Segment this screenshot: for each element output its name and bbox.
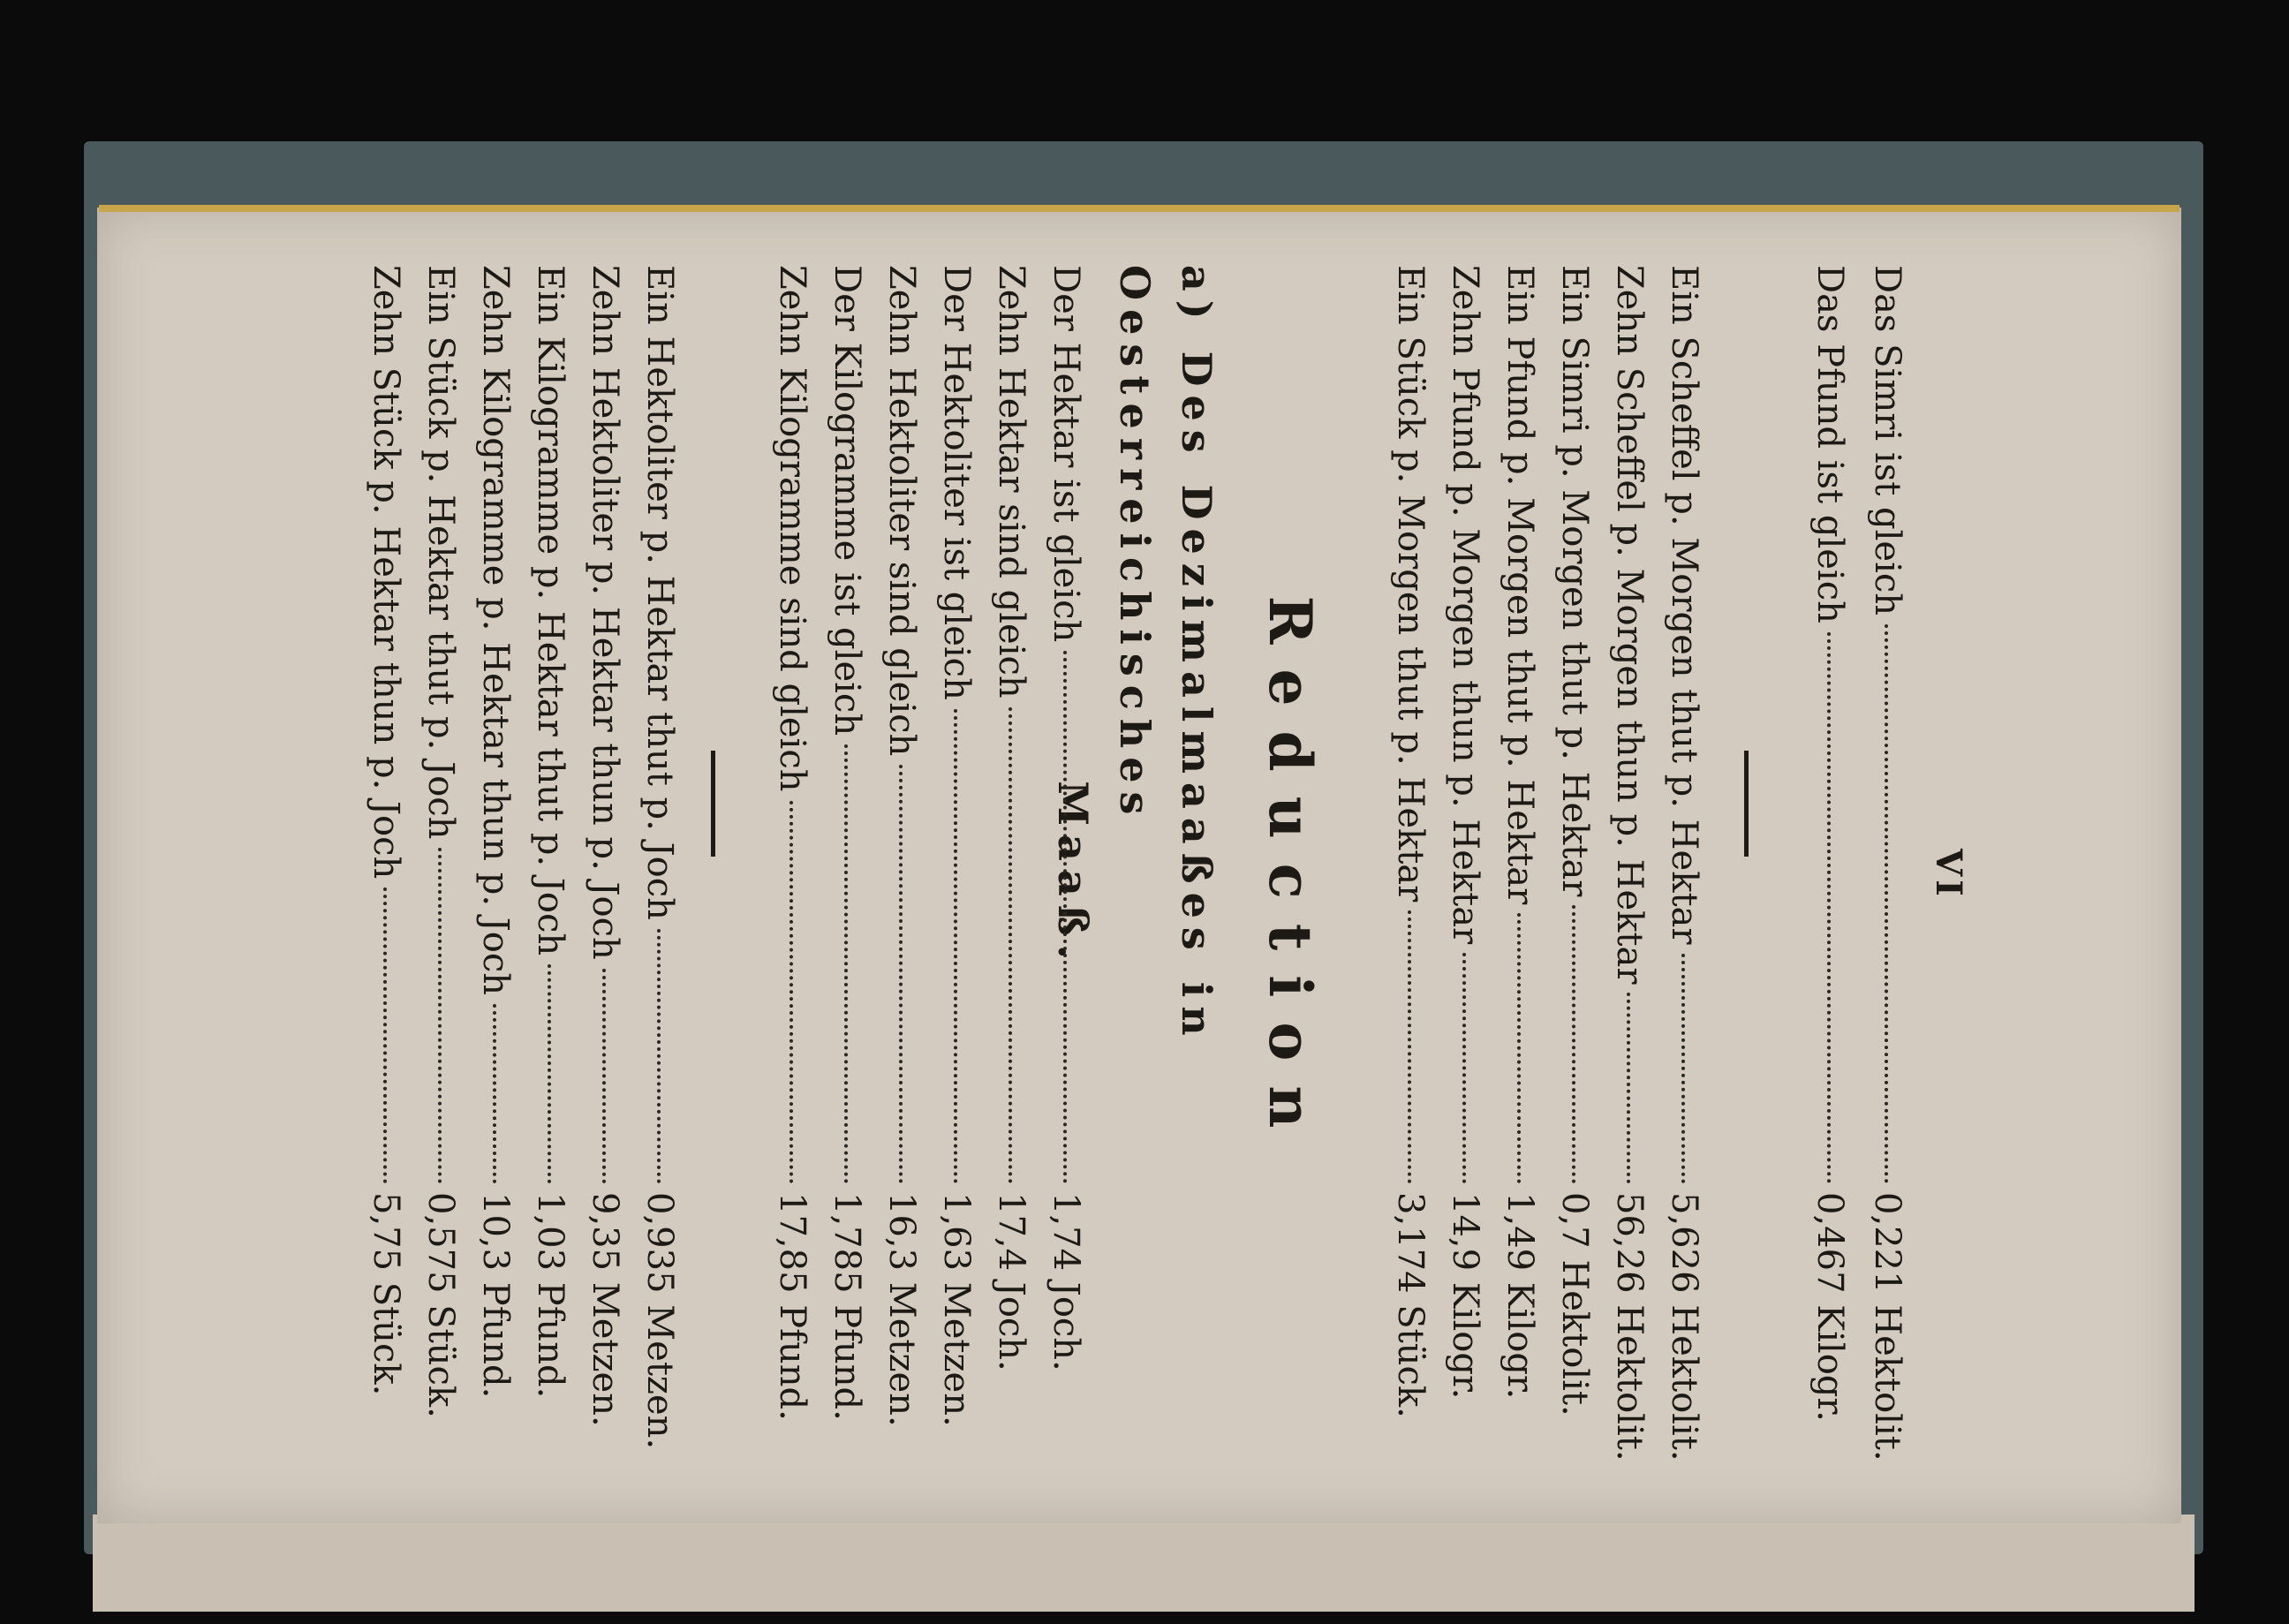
list-item: Zehn Pfund p. Morgen thun p. Hektar 14,9 Kilogr.	[1445, 265, 1485, 1400]
list-item: Ein Stück p. Hektar thut p. Joch 0,575 Stück.	[420, 265, 461, 1418]
section-subheading: a) Des Dezimalmaaßes in Oesterreichisches Maaß.	[1049, 265, 1220, 1045]
list-item: Ein Simri p. Morgen thut p. Hektar 0,7 Hektolit.	[1554, 265, 1595, 1416]
list-item: Der Kilogramme ist gleich 1,785 Pfund.	[827, 265, 867, 1421]
list-item: Ein Pfund p. Morgen thut p. Hektar 1,49 Kilogr.	[1500, 265, 1540, 1400]
list-item: Ein Stück p. Morgen thut p. Hektar 3,174 Stück.	[1390, 265, 1431, 1418]
list-item: Zehn Kilogramme sind gleich 17,85 Pfund.	[772, 265, 812, 1421]
list-item: Zehn Stück p. Hektar thun p. Joch 5,75 Stück.	[366, 265, 406, 1396]
gilt-edge	[99, 205, 2179, 212]
divider	[1744, 751, 1749, 857]
list-item: Das Pfund ist gleich 0,467 Kilogr.	[1809, 265, 1850, 1422]
list-item: Der Hektar ist gleich 1,74 Joch.	[1046, 265, 1086, 1371]
list-item: Ein Kilogramme p. Hektar thut p. Joch 1,03 Pfund.	[530, 265, 570, 1399]
list-item: Zehn Hektoliter sind gleich 16,3 Metzen.	[881, 265, 922, 1427]
list-item: Zehn Hektoliter p. Hektar thun p. Joch 9,35 Metzen.	[585, 265, 625, 1427]
divider	[711, 751, 715, 857]
page-number: VI	[1928, 849, 1969, 900]
page-edge	[93, 1514, 2195, 1612]
list-item: Zehn Scheffel p. Morgen thun p. Hektar 56,26 Hektolit.	[1609, 265, 1650, 1462]
list-item: Ein Scheffel p. Morgen thut p. Hektar 5,626 Hektolit.	[1664, 265, 1704, 1462]
list-item: Der Hektoliter ist gleich 1,63 Metzen.	[936, 265, 977, 1427]
list-item: Zehn Kilogramme p. Hektar thun p. Joch 10,3 Pfund.	[475, 265, 516, 1399]
list-item: Ein Hektoliter p. Hektar thut p. Joch 0,935 Metzen.	[639, 265, 680, 1450]
list-item: Zehn Hektar sind gleich 17,4 Joch.	[991, 265, 1031, 1371]
rotated-page-content	[194, 265, 2005, 1484]
section-heading: Reduction	[1256, 595, 1325, 1153]
list-item: Das Simri ist gleich 0,221 Hektolit.	[1867, 265, 1908, 1462]
